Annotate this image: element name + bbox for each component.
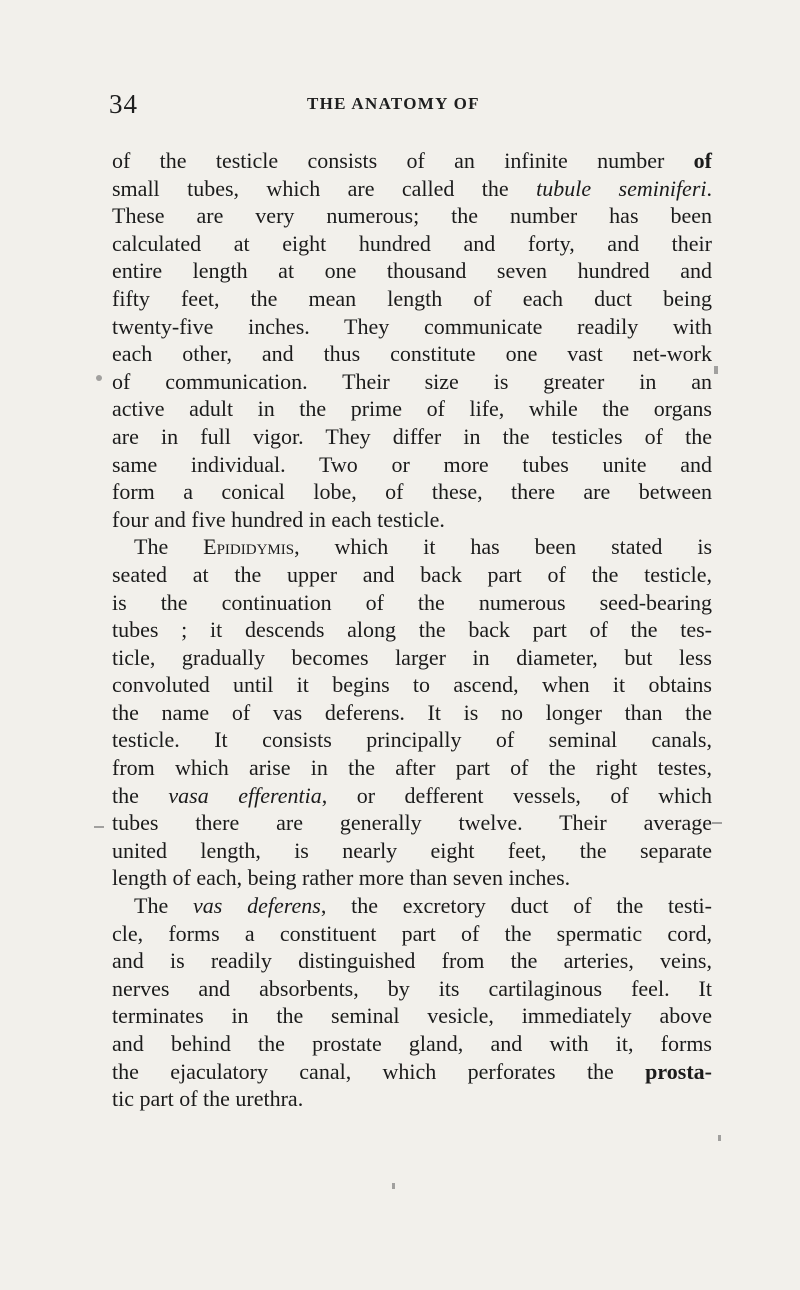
text-line [112,1002,712,1030]
text-line [112,864,712,892]
running-head: THE ANATOMY OF [307,94,480,113]
line-text: length of each, being rather more than seven inches. [112,865,571,891]
text-line [112,478,712,506]
line-text: terminates in the seminal vesicle, immediately above [112,1003,712,1029]
line-text: ticle, gradually becomes larger in diameter, but less [112,644,712,670]
text-line [112,754,712,782]
line-text: cle, forms a constituent part of the spermatic cord, [112,920,712,946]
line-text: and behind the prostate gland, and with it, forms [112,1031,712,1056]
line-text: , or defferent vessels, of which [321,782,712,808]
line-text: These are very numerous; the number has been [112,203,712,229]
text-line [112,782,712,810]
text-line [112,285,712,313]
text-line [112,616,712,644]
line-text: active adult in the prime of life, while the organs [112,396,712,422]
line-text: . [706,175,713,201]
text-line [112,451,712,479]
line-text: and is readily distinguished from the arteries, veins, [112,948,712,974]
bold-word: prosta- [645,1058,712,1084]
line-text: four and five hundred in each testicle. [112,506,445,532]
line-text: seated at the upper and back part of the testicle, [112,561,712,587]
text-line [112,644,712,672]
line-text: convoluted until it begins to ascend, when it obtains [112,672,712,698]
text-line [112,533,712,561]
text-line [112,726,712,754]
text-line [112,175,712,203]
text-line [112,589,712,617]
text-line [112,975,712,1003]
text-line [112,147,712,175]
line-text: of communication. Their size is greater in an [112,368,712,394]
text-line [112,809,712,837]
line-text: entire length at one thousand seven hundred and [112,258,712,284]
line-text: from which arise in the after part of the right testes, [112,755,712,781]
text-line [112,561,712,589]
body-text [112,147,712,1113]
line-text: are in full vigor. They differ in the testicles of the [112,423,712,449]
page-header [109,89,719,119]
line-text: twenty-five inches. They communicate readily with [112,313,712,339]
line-text: , which it has been stated is [294,534,712,560]
line-text: is the continuation of the numerous seed-bearing [112,589,712,615]
italic-term: vas deferens [192,893,321,919]
bold-word: of [693,148,712,173]
line-text: same individual. Two or more tubes unite and [112,451,712,477]
line-text: tic part of the urethra. [112,1086,304,1112]
line-text: form a conical lobe, of these, there are between [112,479,712,505]
line-text: , the excretory duct of the testi- [320,893,712,919]
text-line [112,202,712,230]
italic-term: tubule seminiferi [536,175,707,201]
text-line [112,837,712,865]
line-text: small tubes, which are called the [112,175,537,201]
text-line [112,506,712,534]
text-line [112,1030,712,1058]
text-line [112,230,712,258]
line-text: calculated at eight hundred and forty, and their [112,230,712,256]
line-text: testicle. It consists principally of seminal canals, [112,727,712,753]
line-text: nerves and absorbents, by its cartilaginous feel. It [112,975,712,1001]
scan-mark [94,826,104,828]
text-line [112,671,712,699]
text-line [112,892,712,920]
line-text: each other, and thus constitute one vast net-work [112,341,712,367]
scan-mark [714,366,718,374]
line-text: The [134,534,204,560]
line-text: the [112,782,169,808]
scan-mark [392,1183,395,1189]
scan-mark [96,375,102,381]
text-line [112,920,712,948]
line-text: of the testicle consists of an infinite number [112,148,694,173]
page-number: 34 [109,89,138,119]
line-text: fifty feet, the mean length of each duct being [112,285,712,311]
text-line [112,1058,712,1086]
text-line [112,395,712,423]
scan-mark [718,1135,721,1141]
italic-term: vasa efferentia [168,782,322,808]
text-line [112,340,712,368]
scan-mark [712,822,722,824]
line-text: tubes there are generally twelve. Their average [112,810,712,836]
line-text: the ejaculatory canal, which perforates the [112,1058,646,1084]
text-line [112,699,712,727]
text-line [112,368,712,396]
text-line [112,257,712,285]
text-line [112,423,712,451]
line-text: tubes ; it descends along the back part of the tes- [112,617,712,643]
text-line [112,1085,712,1113]
line-text: united length, is nearly eight feet, the separate [112,837,712,863]
smallcaps-term: Epididymis [203,534,295,560]
line-text: the name of vas deferens. It is no longer than the [112,699,712,725]
text-line [112,313,712,341]
line-text: The [134,893,193,919]
text-line [112,947,712,975]
